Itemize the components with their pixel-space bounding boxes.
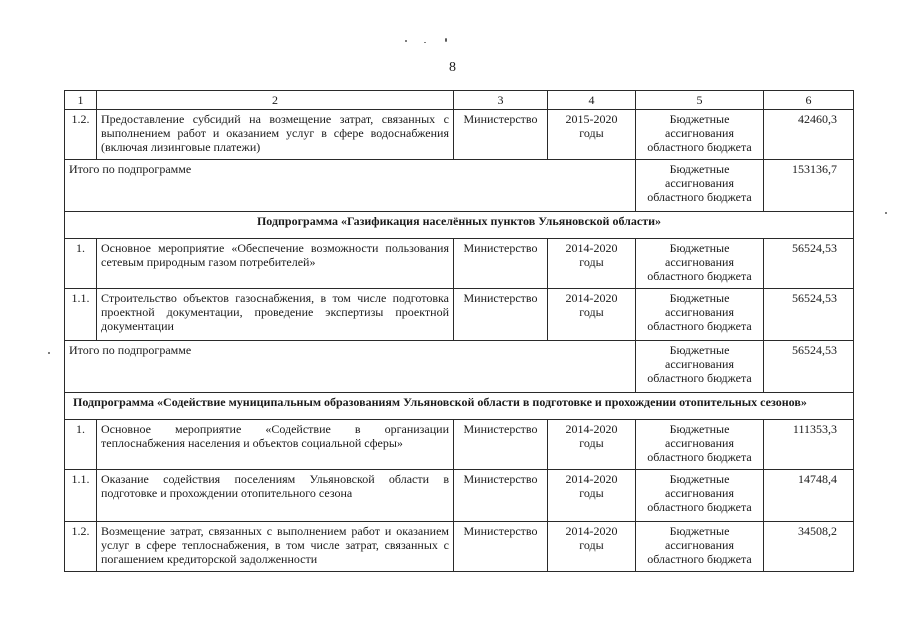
row-amount: 56524,53 xyxy=(764,289,854,341)
table-header-row xyxy=(65,91,854,110)
header-cell: 2 xyxy=(97,91,454,110)
subtotal-amount: 153136,7 xyxy=(764,160,854,212)
row-amount: 111353,3 xyxy=(764,420,854,470)
scan-speck xyxy=(445,38,447,42)
row-period: 2014-2020 годы xyxy=(548,420,636,470)
table-row xyxy=(65,420,854,470)
header-cell: 4 xyxy=(548,91,636,110)
row-description: Основное мероприятие «Содействие в организации теплоснабжения населения и объектов социальной сферы» xyxy=(97,420,454,470)
row-source: Бюджетные ассигнования областного бюджета xyxy=(636,470,764,522)
row-source: Бюджетные ассигнования областного бюджета xyxy=(636,522,764,572)
page-number: 8 xyxy=(449,60,456,75)
row-source: Бюджетные ассигнования областного бюджета xyxy=(636,289,764,341)
subtotal-amount: 56524,53 xyxy=(764,341,854,393)
row-period: 2015-2020 годы xyxy=(548,110,636,160)
row-number: 1.1. xyxy=(65,470,97,522)
section-title: Подпрограмма «Содействие муниципальным образованиям Ульяновской области в подготовке и прохождении отопительных сезонов» xyxy=(65,393,854,420)
row-period: 2014-2020 годы xyxy=(548,522,636,572)
table-row xyxy=(65,289,854,341)
table-row xyxy=(65,522,854,572)
row-description: Основное мероприятие «Обеспечение возможности пользования сетевым природным газом потребителей» xyxy=(97,239,454,289)
row-period: 2014-2020 годы xyxy=(548,289,636,341)
budget-table xyxy=(64,90,854,572)
row-number: 1. xyxy=(65,420,97,470)
header-cell: 5 xyxy=(636,91,764,110)
row-amount: 14748,4 xyxy=(764,470,854,522)
subtotal-row xyxy=(65,160,854,212)
row-executor: Министерство xyxy=(454,289,548,341)
subtotal-source: Бюджетные ассигнования областного бюджета xyxy=(636,341,764,393)
scan-speck xyxy=(405,40,407,42)
header-cell: 6 xyxy=(764,91,854,110)
row-executor: Министерство xyxy=(454,110,548,160)
subtotal-source: Бюджетные ассигнования областного бюджета xyxy=(636,160,764,212)
row-executor: Министерство xyxy=(454,239,548,289)
table-row xyxy=(65,470,854,522)
row-executor: Министерство xyxy=(454,420,548,470)
row-executor: Министерство xyxy=(454,522,548,572)
row-number: 1. xyxy=(65,239,97,289)
row-period: 2014-2020 годы xyxy=(548,239,636,289)
section-title: Подпрограмма «Газификация населённых пунктов Ульяновской области» xyxy=(65,212,854,239)
row-period: 2014-2020 годы xyxy=(548,470,636,522)
row-executor: Министерство xyxy=(454,470,548,522)
row-number: 1.1. xyxy=(65,289,97,341)
section-title-row xyxy=(65,393,854,420)
row-source: Бюджетные ассигнования областного бюджета xyxy=(636,239,764,289)
scan-speck xyxy=(424,42,426,43)
scan-speck xyxy=(885,212,887,214)
header-cell: 1 xyxy=(65,91,97,110)
row-amount: 34508,2 xyxy=(764,522,854,572)
row-description: Строительство объектов газоснабжения, в том числе подготовка проектной документации, проведение экспертизы проектной документации xyxy=(97,289,454,341)
row-source: Бюджетные ассигнования областного бюджета xyxy=(636,110,764,160)
table-row xyxy=(65,239,854,289)
subtotal-label: Итого по подпрограмме xyxy=(65,341,636,393)
row-description: Предоставление субсидий на возмещение затрат, связанных с выполнением работ и оказанием услуг в сфере водоснабжения (включая лизинговые платежи) xyxy=(97,110,454,160)
row-source: Бюджетные ассигнования областного бюджета xyxy=(636,420,764,470)
table-row xyxy=(65,110,854,160)
row-amount: 56524,53 xyxy=(764,239,854,289)
row-number: 1.2. xyxy=(65,110,97,160)
section-title-row xyxy=(65,212,854,239)
row-description: Оказание содействия поселениям Ульяновской области в подготовке и прохождении отопительного сезона xyxy=(97,470,454,522)
header-cell: 3 xyxy=(454,91,548,110)
subtotal-row xyxy=(65,341,854,393)
row-number: 1.2. xyxy=(65,522,97,572)
row-amount: 42460,3 xyxy=(764,110,854,160)
scan-speck xyxy=(48,352,50,354)
row-description: Возмещение затрат, связанных с выполнением работ и оказанием услуг в сфере теплоснабжения, в том числе затрат, связанных с погашением кредиторской задолженности xyxy=(97,522,454,572)
subtotal-label: Итого по подпрограмме xyxy=(65,160,636,212)
